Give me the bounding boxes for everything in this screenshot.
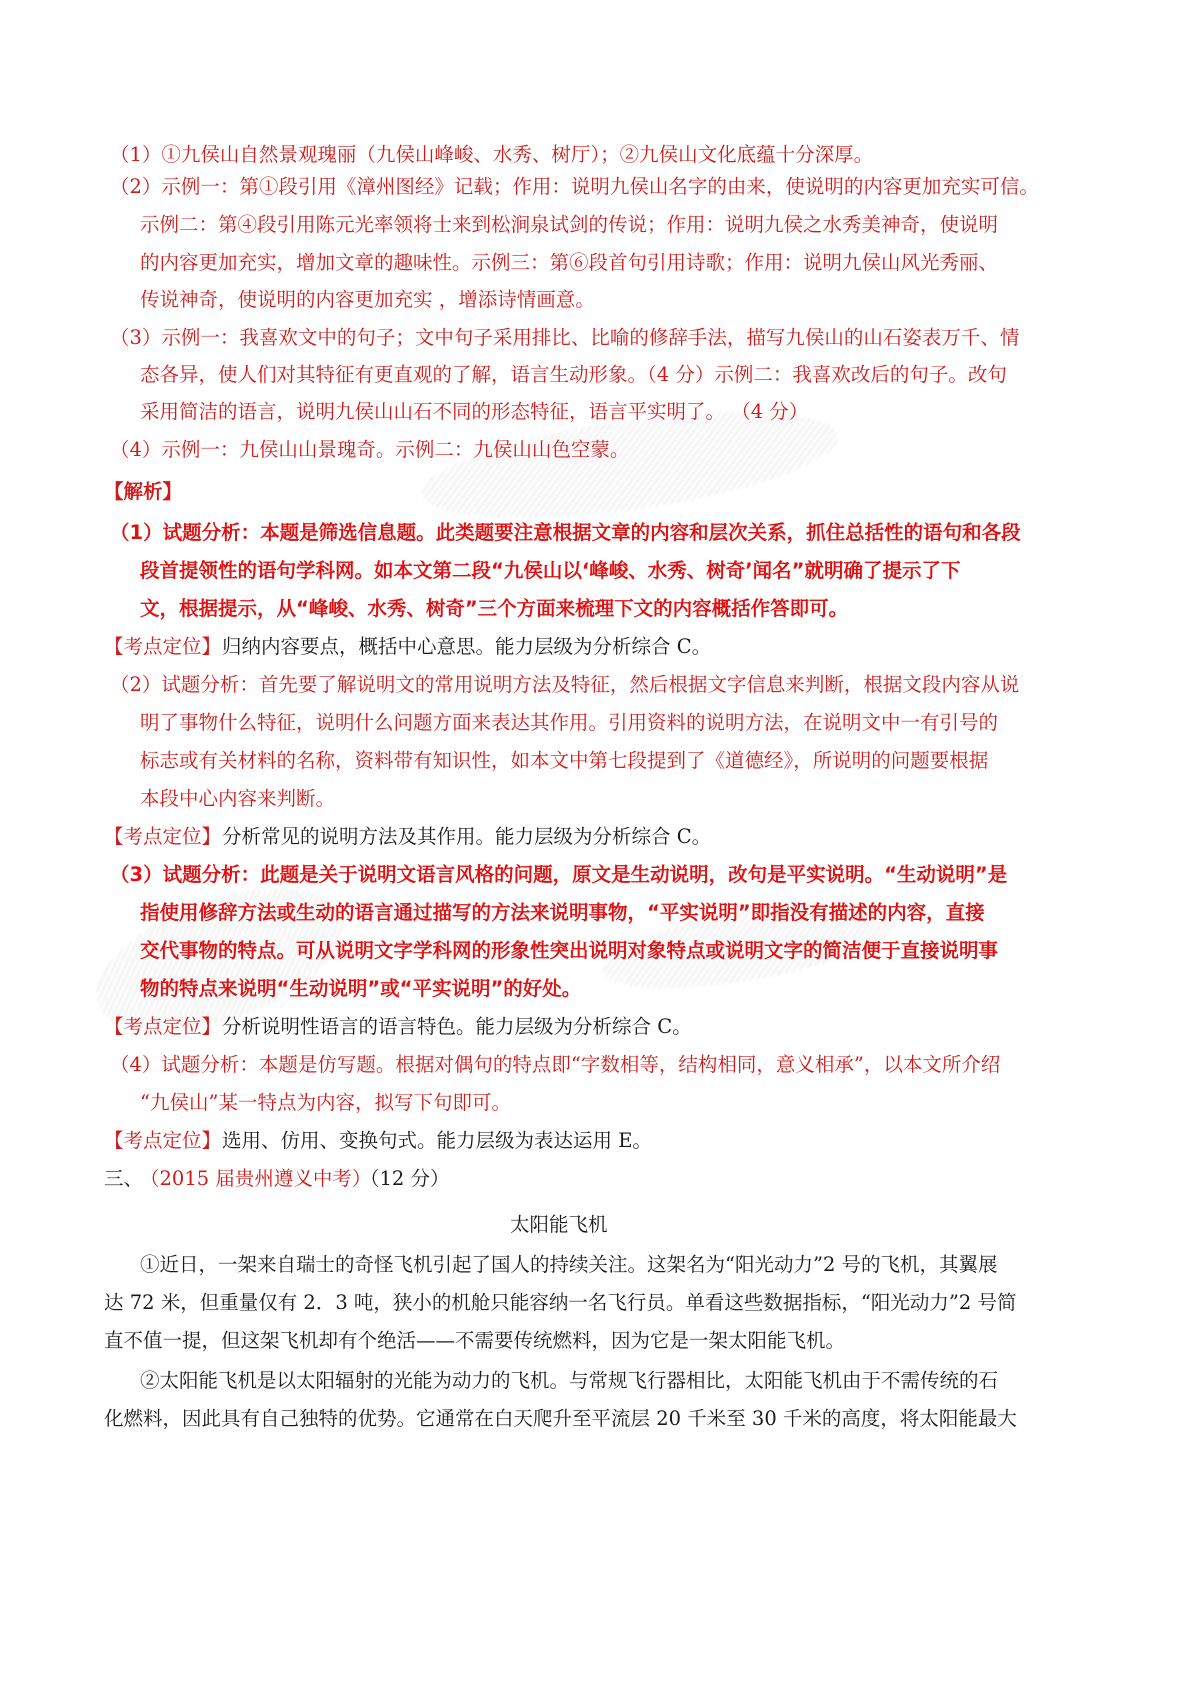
document-page: （1）①九侯山自然景观瑰丽（九侯山峰峻、水秀、树厅）；②九侯山文化底蕴十分深厚。 （2）示例一：第①段引用《漳州图经》记载；作用：说明九侯山名字的由来，使说明的内容更加充实可信。 示例二：第④段引用陈元光率领将士来到松涧泉试剑的传说；作用：说明九侯之水秀美神奇，使说明 的内容更加充实，增加文章的趣味性。示例三：第⑥段首句引用诗歌；作用：说明九侯山风光秀丽、 传说神奇，使说明的内容更加充实 ，增添诗情画意。 （3）示例一：我喜欢文中的句子；文中句子采用排比、比喻的修辞手法，描写九侯山的山石姿表万千、情 态各异，使人们对其特征有更直观的了解，语言生动形象。（4 分）示例二：我喜欢改后的句子。改句 采用简洁的语言，说明九侯山山石不同的形态特征，语言平实明了。 （4 分） （4）示例一：九侯山山景瑰奇。示例二：九侯山山色空蒙。 【解析】 （1）试题分析：本题是筛选信息题。此类题要注意根据文章的内容和层次关系，抓住总括性的语句和各段 段首提领性的语句学科网。如本文第二段“九侯山以‘峰峻、水秀、树奇’闻名”就明确了提示了下 文，根据提示，从“峰峻、水秀、树奇”三个方面来梳理下文的内容概括作答即可。 【考点定位】 归纳内容要点，概括中心意思。能力层级为分析综合 C。 （2）试题分析：首先要了解说明文的常用说明方法及特征，然后根据文字信息来判断，根据文段内容从说 明了事物什么特征，说明什么问题方面来表达其作用。引用资料的说明方法，在说明文中一有引号的 标志或有关材料的名称，资料带有知识性，如本文中第七段提到了《道德经》，所说明的问题要根据 本段中心内容来判断。 【考点定位】 分析常见的说明方法及其作用。能力层级为分析综合 C。 （3）试题分析：此题是关于说明文语言风格的问题，原文是生动说明，改句是平实说明。“生动说明”是 指使用修辞方法或生动的语言通过描写的方法来说明事物，“平实说明”即指没有描述的内容，直接 交代事物的特点。可从说明文字学科网的形象性突出说明对象特点或说明文字的简洁便于直接说明事 物的特点来说明“生动说明”或“平实说明”的好处。 【考点定位】 分析说明性语言的语言特色。能力层级为分析综合 C。 （4）试题分析：本题是仿写题。根据对偶句的特点即“字数相等，结构相同，意义相承”，以本文所介绍 “九侯山”某一特点为内容，拟写下句即可。 【考点定位】 选用、仿用、变换句式。能力层级为表达运用 E。 三、 （2015 届贵州遵义中考） （12 分） 太阳能飞机 ①近日，一架来自瑞士的奇怪飞机引起了国人的持续关注。这架名为“阳光动力”2 号的飞机，其翼展 达 72 米，但重量仅有 2．3 吨，狭小的机舱只能容纳一名飞行员。单看这些数据指标，“阳光动力”2 号简 直不值一提，但这架飞机却有个绝活——不需要传统燃料，因为它是一架太阳能飞机。 ②太阳能飞机是以太阳辐射的光能为动力的飞机。与常规飞行器相比，太阳能飞机由于不需传统的石 化燃料，因此具有自己独特的优势。它通常在白天爬升至平流层 20 千米至 30 千米的高度，将太阳能最大 — [0, 0, 1200, 1698]
section-number: 三、 — [104, 1167, 144, 1190]
section-source: （2015 届贵州遵义中考） — [140, 1167, 372, 1190]
section-score: （12 分） — [360, 1167, 450, 1190]
